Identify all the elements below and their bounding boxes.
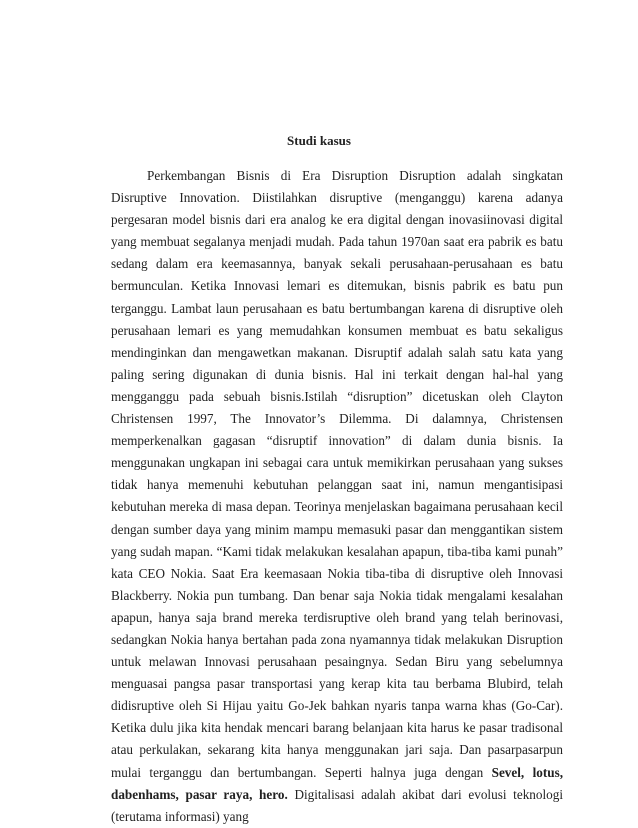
body-paragraph — [111, 165, 563, 828]
paragraph-text-part2: Digitalisasi adalah akibat dari evolusi teknologi (terutama informasi) yang — [111, 786, 563, 824]
paragraph-text-part1: Perkembangan Bisnis di Era Disruption Disruption adalah singkatan Disruptive Innovation. Diistilahkan disruptive (menganggu) karena adanya pergesaran model bisnis dari era analog ke era digital dengan inovasiinovasi digital yang membuat segalanya menjadi mudah. Pada tahun 1970an saat era pabrik es batu sedang dalam era keemasannya, banyak sekali perusahaan-perusahaan es batu bermunculan. Ketika Innovasi lemari es ditemukan, bisnis pabrik es batu pun terganggu. Lambat laun perusahaan es batu bertumbangan karena di disruptive oleh perusahaan lemari es yang memudahkan konsumen membuat es batu sekaligus mendinginkan dan mengawetkan makanan. Disruptif adalah salah satu kata yang paling sering digunakan di dunia bisnis. Hal ini terkait dengan hal-hal yang mengganggu pada sebuah bisnis.Istilah “disruption” dicetuskan oleh Clayton Christensen 1997, The Innovator’s Dilemma. Di dalamnya, Christensen memperkenalkan gagasan “disruptif innovation” di dalam dunia bisnis. Ia menggunakan ungkapan ini sebagai cara untuk memikirkan perusahaan yang sukses tidak hanya memenuhi kebutuhan pelanggan saat ini, namun mengantisipasi kebutuhan mereka di masa depan. Teorinya menjelaskan bagaimana perusahaan kecil dengan sumber daya yang minim mampu memasuki pasar dan menggantikan sistem yang sudah mapan. “Kami tidak melakukan kesalahan apapun, tiba-tiba kami punah” kata CEO Nokia. Saat Era keemasaan Nokia tiba-tiba di disruptive oleh Innovasi Blackberry. Nokia pun tumbang. Dan benar saja Nokia tidak mengalami kesalahan apapun, hanya saja brand mereka terdisruptive oleh brand yang telah berinovasi, sedangkan Nokia hanya bertahan pada zona nyamannya tidak melakukan Disruption untuk melawan Innovasi perusahaan pesaingnya. Sedan Biru yang sebelumnya menguasai pangsa pasar transportasi yang kerap kita tau berbama Blubird, telah didisruptive oleh Si Hijau yaitu Go-Jek bahkan nyaris tanpa warna khas (Go-Car). Ketika dulu jika kita hendak mencari barang belanjaan kita harus ke pasar tradisonal atau perkulakan, sekarang kita hanya menggunakan jari saja. Dan pasarpasarpun mulai terganggu dan bertumbangan. Seperti halnya juga dengan — [111, 168, 563, 780]
paragraph-bold-text: Sevel, lotus, dabenhams, pasar raya, hero. — [111, 764, 563, 802]
document-title: Studi kasus — [287, 133, 351, 148]
